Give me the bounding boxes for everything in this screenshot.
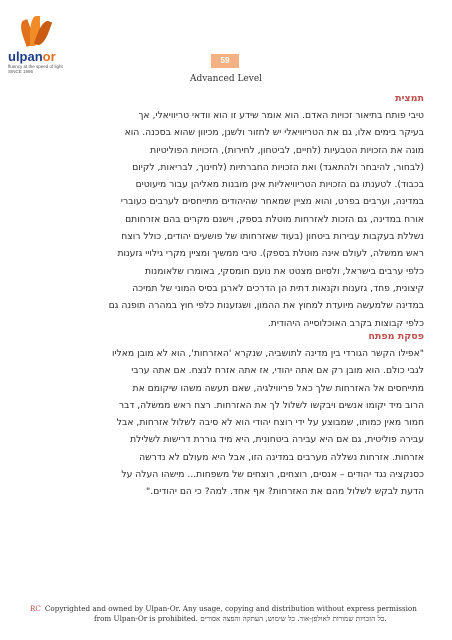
text-line: הרוב מיד יקומו אנשים ויבקשו לשלול לך את האזרחות. רצח ראש ממשלה, דבר <box>118 399 424 411</box>
text-line: כלפי קבוצות בקרב האוכלוסייה היהודית. <box>267 317 424 329</box>
text-line: נשללת בעקבות עבירות ביטחון (בעוד שאזרחותו של פושעים יהודים, כולל רוצח <box>121 231 424 243</box>
logo-name: ulpanor <box>8 49 56 64</box>
text-line: לגבי כולם. הוא מובן רק אם אתה יהודי, אז אתה אזרח לנצח. אם אתה ערבי <box>131 365 424 377</box>
summary-body <box>40 107 424 332</box>
key-paragraph-body <box>40 345 424 501</box>
text-line: במדינה שלמעשה מיועדת למחוץ את ההמון, ושגזענות כלפי חוץ במהרה תופנה גם <box>108 300 424 312</box>
flame-logo-icon <box>16 14 50 50</box>
logo-tagline: fluency at the speed of light <box>8 64 63 69</box>
rc-mark: RC <box>30 604 41 613</box>
text-line: במדינה, וערבים בפרט, והוא מציין שמאחר שהיהודים מתייחסים לערבים כעוברי <box>120 196 424 208</box>
text-line: בעיקר בימים אלו, גם את הטריוויאלי יש לחזור ולשנן, מכיוון שהוא בסכנה. הוא <box>124 127 424 139</box>
text-line: אזרחות. אזרחות נשללה מערבים במדינה הזו, אבל היא מעולם לא נדרשה <box>139 451 424 463</box>
text-line: הדעת לבקש לשלול מהם את האזרחות? אף אחד. למה? כי הם יהודים." <box>146 486 424 498</box>
copyright-line-2: from Ulpan-Or is prohibited. כל הזכויות שמורות לאולפן-אור. כל שימוש, העתקה והפצה אסורים. <box>94 614 387 623</box>
level-title: Advanced Level <box>189 74 263 84</box>
text-line: מתייחסים אל האזרחות שלך כאל פריווילגיה, שאם תעשה משהו שיקומם את <box>132 382 424 394</box>
summary-heading: תמצית <box>395 93 424 104</box>
text-line: קיצונית, פחד, גזענות וקנאות דתית הן הדרכים לארגן בסיס המוני של תמיכה <box>132 282 424 294</box>
text-line: כסנקציה נגד יהודים – אנסים, רוצחים, רוצחים של משפחות... מישהו העלה על <box>121 469 424 481</box>
copyright-line-1: Copyrighted and owned by Ulpan-Or. Any usage, copying and distribution without express permission <box>44 604 417 613</box>
text-line: טיבי פותח בתיאור זכויות האדם. הוא אומר שידע זו הוא וודאי טריוויאלי, אך <box>138 110 424 121</box>
text-line: אורח במדינה, גם הזכות לאזרחות מוטלת בספק, וישנם מקרים בהם אזרחותם <box>125 213 424 225</box>
copyright-footer <box>30 604 430 624</box>
ulpan-or-logo <box>8 14 68 74</box>
text-line: בכבוד). לטענתו גם הזכויות הטריוויאליות אינן מובנות מאליהן עבור מיעוטים <box>135 179 424 191</box>
text-line: חמור מאין כמותו, שמבוצע על ידי רוצח יהודי הוא לא סיבה לשלול אזרחות, אבל <box>116 417 424 429</box>
key-paragraph-heading: פסקת מפתח <box>368 331 424 342</box>
text-line: עבירה פוליטית, גם אם היא עבירה ביטחונית, היא מיד גוררת דרישות לשלילת <box>130 434 424 446</box>
logo-since: SINCE 1995 <box>8 69 34 74</box>
text-line: "אפילו הקשר הגורדי בין מדינה לתושביה, שנקרא 'האזרחות', הוא לא מובן מאליו <box>112 348 424 359</box>
summary-section <box>40 93 424 332</box>
page-number-badge: 59 <box>211 54 239 68</box>
text-line: (לבחור, להיבחר ולהתאגד) ואת הזכויות החברתיות (לחינוך, לבריאות, לקיום <box>132 161 424 173</box>
text-line: מונה את הזכויות הטבעיות (לחיים, לביטחון, לחירות), הזכויות הפוליטיות <box>150 144 424 156</box>
text-line: ראש ממשלה, לעולם אינה מוטלת בספק). טיבי ממשיך ומציין מקרי גילויי גזענות <box>117 248 424 260</box>
key-paragraph-section <box>40 331 424 501</box>
text-line: כלפי ערבים בישראל, ולסיום מצטט את נועם חומסקי, באומרו שלאומנות <box>145 265 424 277</box>
